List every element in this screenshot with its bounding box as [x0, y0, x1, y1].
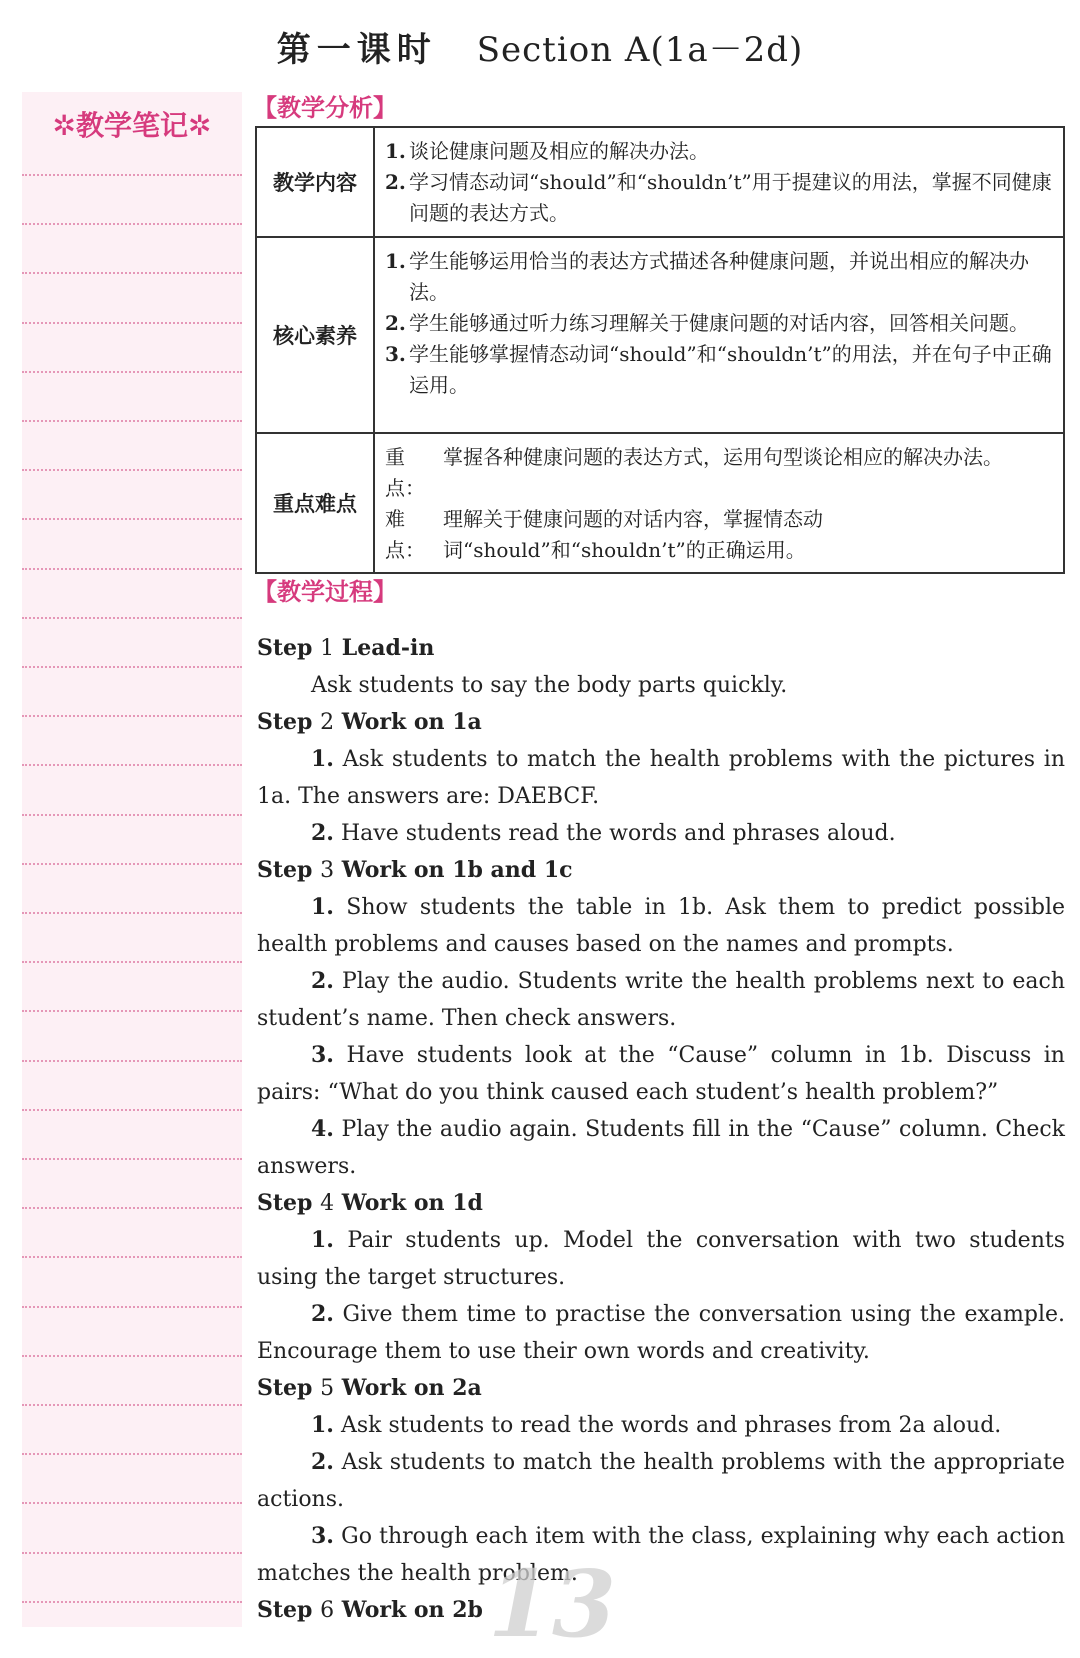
- paragraph-text: Ask students to read the words and phrases from 2a aloud.: [340, 1413, 1002, 1438]
- step-word: Step: [257, 1190, 313, 1216]
- step-paragraph: [257, 963, 1065, 1037]
- note-line: [22, 1207, 242, 1209]
- content-item: [385, 167, 1053, 229]
- analysis-row: [256, 433, 1064, 573]
- paragraph-number: 2.: [311, 1449, 334, 1475]
- item-text: 理解关于健康问题的对话内容，掌握情态动词“should”和“shouldn’t”的正确运用。: [443, 507, 823, 562]
- item-key: 重点：: [385, 445, 425, 500]
- step-title: Work on 1d: [341, 1190, 483, 1216]
- paragraph-number: 2.: [311, 968, 334, 994]
- content-item: [385, 442, 1053, 504]
- lesson-label: 第一课时: [276, 30, 437, 70]
- note-line: [22, 814, 242, 816]
- step-heading: [257, 630, 1065, 667]
- note-line: [22, 1060, 242, 1062]
- note-line: [22, 1404, 242, 1406]
- step-number: 3: [320, 858, 335, 883]
- note-line: [22, 715, 242, 717]
- item-number: 2.: [385, 170, 406, 194]
- step-word: Step: [257, 857, 313, 883]
- content-item: [385, 308, 1053, 339]
- analysis-heading: 【教学分析】: [253, 94, 397, 122]
- paragraph-text: Pair students up. Model the conversation with two students using the target structures.: [257, 1228, 1065, 1290]
- notes-sidebar: [22, 92, 242, 1627]
- note-line: [22, 1158, 242, 1160]
- item-text: 谈论健康问题及相应的解决办法。: [409, 139, 709, 163]
- row-content: [374, 127, 1064, 237]
- item-text: 学习情态动词“should”和“shouldn’t”用于提建议的用法，掌握不同健康问题的表达方式。: [409, 170, 1052, 225]
- note-line: [22, 617, 242, 619]
- item-number: 1.: [385, 139, 406, 163]
- row-content: [374, 237, 1064, 433]
- item-key: 难点：: [385, 507, 425, 562]
- step-number: 6: [320, 1598, 335, 1623]
- step-heading: [257, 1370, 1065, 1407]
- paragraph-text: Ask students to match the health problems with the pictures in 1a. The answers are: DAEBCF.: [257, 747, 1065, 809]
- step-paragraph: [257, 1111, 1065, 1185]
- note-line: [22, 961, 242, 963]
- step-number: 1: [320, 636, 335, 661]
- step-title: Lead-in: [341, 635, 435, 661]
- step-word: Step: [257, 1597, 313, 1623]
- note-line: [22, 322, 242, 324]
- note-line: [22, 223, 242, 225]
- analysis-row: [256, 127, 1064, 237]
- step-title: Work on 1b and 1c: [341, 857, 573, 883]
- row-label: 重点难点: [256, 433, 374, 573]
- item-text: 学生能够通过听力练习理解关于健康问题的对话内容，回答相关问题。: [409, 311, 1029, 335]
- paragraph-number: 4.: [311, 1116, 334, 1142]
- content-item: [385, 246, 1053, 308]
- paragraph-number: 2.: [311, 1301, 334, 1327]
- step-title: Work on 2b: [341, 1597, 483, 1623]
- step-paragraph: [257, 1407, 1065, 1444]
- analysis-row: [256, 237, 1064, 433]
- step-paragraph: [257, 1444, 1065, 1518]
- step-title: Work on 2a: [341, 1375, 482, 1401]
- note-line: [22, 1010, 242, 1012]
- step-paragraph: [257, 1037, 1065, 1111]
- notes-title: ✲教学笔记✲: [52, 109, 212, 142]
- item-text: 掌握各种健康问题的表达方式，运用句型谈论相应的解决办法。: [443, 445, 1003, 469]
- row-label: 核心素养: [256, 237, 374, 433]
- step-heading: [257, 852, 1065, 889]
- analysis-table: [255, 126, 1065, 574]
- content-item: [385, 136, 1053, 167]
- note-line: [22, 666, 242, 668]
- note-line: [22, 469, 242, 471]
- note-line: [22, 1109, 242, 1111]
- paragraph-text: Play the audio. Students write the health problems next to each student’s name. Then check answers.: [257, 969, 1065, 1031]
- note-line: [22, 1552, 242, 1554]
- paragraph-text: Ask students to say the body parts quickly.: [311, 673, 788, 698]
- step-paragraph: [257, 1222, 1065, 1296]
- paragraph-text: Give them time to practise the conversation using the example. Encourage them to use their own words and creativity.: [257, 1302, 1065, 1364]
- content-item: [385, 339, 1053, 401]
- step-heading: [257, 1185, 1065, 1222]
- page-number: 13: [488, 1550, 617, 1658]
- note-line: [22, 420, 242, 422]
- item-number: 2.: [385, 311, 406, 335]
- paragraph-text: Go through each item with the class, explaining why each action matches the health problem.: [257, 1524, 1066, 1586]
- content-item: [385, 504, 1053, 566]
- item-text: 学生能够运用恰当的表达方式描述各种健康问题，并说出相应的解决办法。: [409, 249, 1029, 304]
- item-number: 1.: [385, 249, 406, 273]
- note-line: [22, 272, 242, 274]
- paragraph-number: 1.: [311, 1412, 334, 1438]
- row-content: [374, 433, 1064, 573]
- note-line: [22, 371, 242, 373]
- paragraph-number: 2.: [311, 820, 334, 846]
- step-paragraph: [257, 667, 1065, 704]
- note-line: [22, 174, 242, 176]
- step-word: Step: [257, 709, 313, 735]
- note-line: [22, 863, 242, 865]
- process-body: [257, 630, 1065, 1629]
- note-line: [22, 1453, 242, 1455]
- note-line: [22, 1601, 242, 1603]
- step-paragraph: [257, 1296, 1065, 1370]
- step-paragraph: [257, 741, 1065, 815]
- paragraph-number: 3.: [311, 1523, 334, 1549]
- step-paragraph: [257, 889, 1065, 963]
- item-number: 3.: [385, 342, 406, 366]
- paragraph-number: 1.: [311, 1227, 334, 1253]
- step-word: Step: [257, 635, 313, 661]
- paragraph-text: Play the audio again. Students fill in the “Cause” column. Check answers.: [257, 1117, 1065, 1179]
- step-word: Step: [257, 1375, 313, 1401]
- step-number: 2: [320, 710, 335, 735]
- paragraph-number: 3.: [311, 1042, 334, 1068]
- note-line: [22, 912, 242, 914]
- step-number: 4: [320, 1191, 335, 1216]
- step-paragraph: [257, 1518, 1065, 1592]
- note-line: [22, 1306, 242, 1308]
- paragraph-number: 1.: [311, 894, 334, 920]
- step-heading: [257, 1592, 1065, 1629]
- note-line: [22, 1355, 242, 1357]
- paragraph-text: Show students the table in 1b. Ask them to predict possible health problems and causes based on the names and prompts.: [257, 895, 1065, 957]
- note-line: [22, 518, 242, 520]
- paragraph-text: Ask students to match the health problems with the appropriate actions.: [257, 1450, 1065, 1512]
- process-heading: 【教学过程】: [253, 578, 397, 606]
- section-label: Section A(1a－2d): [476, 30, 804, 70]
- paragraph-text: Have students read the words and phrases aloud.: [340, 821, 896, 846]
- note-line: [22, 1502, 242, 1504]
- step-paragraph: [257, 815, 1065, 852]
- step-heading: [257, 704, 1065, 741]
- note-line: [22, 568, 242, 570]
- page-title: [0, 22, 1080, 71]
- step-title: Work on 1a: [341, 709, 482, 735]
- paragraph-text: Have students look at the “Cause” column in 1b. Discuss in pairs: “What do you think caused each student’s health problem?”: [257, 1043, 1065, 1105]
- note-line: [22, 1256, 242, 1258]
- row-label: 教学内容: [256, 127, 374, 237]
- paragraph-number: 1.: [311, 746, 334, 772]
- item-text: 学生能够掌握情态动词“should”和“shouldn’t”的用法，并在句子中正确运用。: [409, 342, 1052, 397]
- step-number: 5: [320, 1376, 335, 1401]
- note-line: [22, 764, 242, 766]
